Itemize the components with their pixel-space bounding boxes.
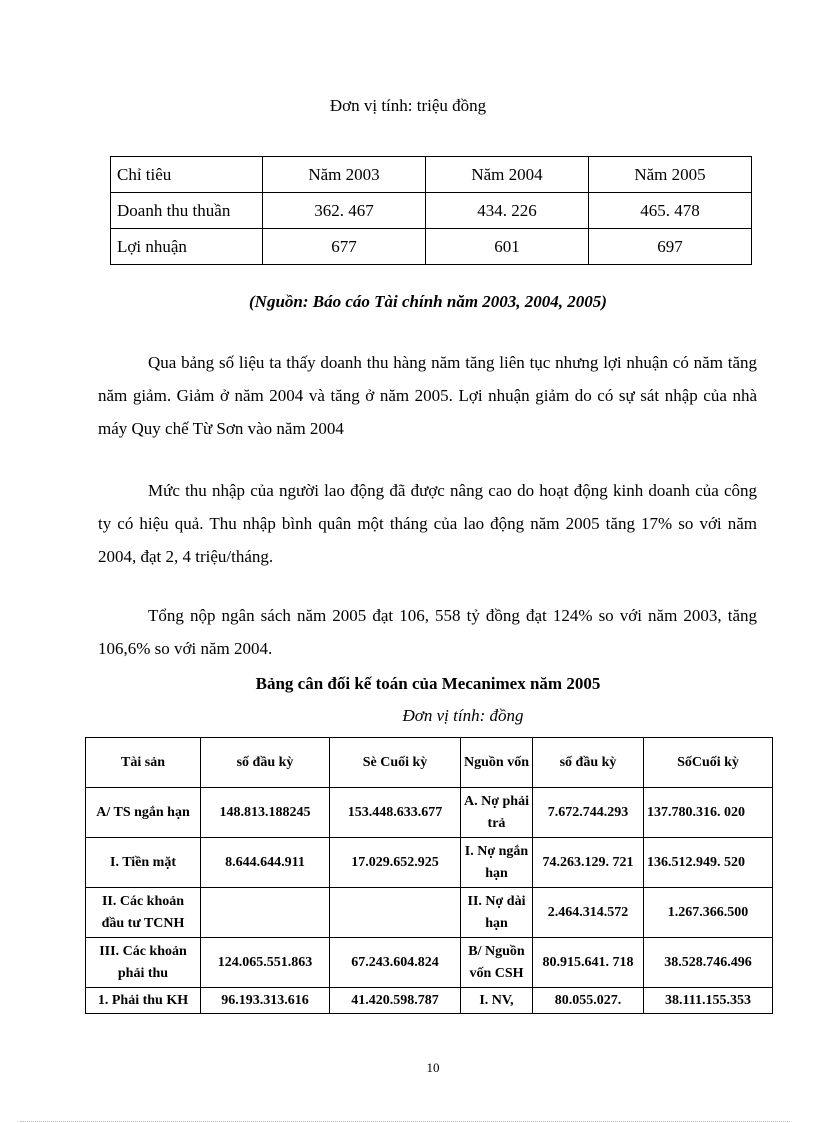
table-cell: A. Nợ phải trả xyxy=(461,788,533,838)
table-cell: 1. Phải thu KH xyxy=(86,988,201,1014)
table-cell: 17.029.652.925 xyxy=(330,838,461,888)
header-cell: Sè Cuối kỳ xyxy=(330,738,461,788)
table-cell xyxy=(201,888,330,938)
table-row xyxy=(86,988,773,1014)
header-cell: Năm 2004 xyxy=(426,157,589,193)
table-cell: 38.528.746.496 xyxy=(644,938,773,988)
table-cell xyxy=(330,888,461,938)
table-cell: 80.915.641. 718 xyxy=(533,938,644,988)
table-cell: 124.065.551.863 xyxy=(201,938,330,988)
table-row xyxy=(86,938,773,988)
header-cell: Năm 2005 xyxy=(589,157,752,193)
revenue-profit-table xyxy=(110,156,752,265)
table-row xyxy=(86,838,773,888)
source-note: (Nguồn: Báo cáo Tài chính năm 2003, 2004, 2005) xyxy=(249,292,607,311)
table-cell: B/ Nguồn vốn CSH xyxy=(461,938,533,988)
header-cell: Tài sản xyxy=(86,738,201,788)
table-cell: 697 xyxy=(589,229,752,265)
table-cell: 80.055.027. xyxy=(533,988,644,1014)
table-cell: 96.193.313.616 xyxy=(201,988,330,1014)
table-cell: A/ TS ngắn hạn xyxy=(86,788,201,838)
paragraph: Tổng nộp ngân sách năm 2005 đạt 106, 558 tỷ đồng đạt 124% so với năm 2003, tăng 106,6% so với năm 2004. xyxy=(98,606,757,658)
header-cell: số đầu kỳ xyxy=(533,738,644,788)
table-cell: 601 xyxy=(426,229,589,265)
table-cell: 136.512.949. 520 xyxy=(644,838,773,888)
table-cell: II. Các khoản đầu tư TCNH xyxy=(86,888,201,938)
table-cell: 1.267.366.500 xyxy=(644,888,773,938)
table-cell: 148.813.188245 xyxy=(201,788,330,838)
page-number: 10 xyxy=(426,1060,440,1075)
header-cell: số đầu kỳ xyxy=(201,738,330,788)
table-cell: 41.420.598.787 xyxy=(330,988,461,1014)
header-cell: Chỉ tiêu xyxy=(111,157,263,193)
table-cell: 677 xyxy=(263,229,426,265)
table-row xyxy=(86,788,773,838)
table-cell: 74.263.129. 721 xyxy=(533,838,644,888)
balance-sheet-table xyxy=(85,737,773,1014)
table-cell: 465. 478 xyxy=(589,193,752,229)
paragraph: Qua bảng số liệu ta thấy doanh thu hàng năm tăng liên tục nhưng lợi nhuận có năm tăng năm giảm. Giảm ở năm 2004 và tăng ở năm 2005. Lợi nhuận giảm do có sự sát nhập của nhà máy Quy chế Từ Sơn vào năm 2004 xyxy=(98,353,757,438)
table-cell: I. Nợ ngắn hạn xyxy=(461,838,533,888)
unit-label-dong: Đơn vị tính: đồng xyxy=(402,706,524,725)
balance-sheet-title: Bảng cân đối kế toán của Mecanimex năm 2005 xyxy=(255,674,601,693)
table-cell: 7.672.744.293 xyxy=(533,788,644,838)
table-header-row xyxy=(86,738,773,788)
table-cell: Doanh thu thuần xyxy=(111,193,263,229)
table-cell: 153.448.633.677 xyxy=(330,788,461,838)
table-cell: 38.111.155.353 xyxy=(644,988,773,1014)
table-cell: 67.243.604.824 xyxy=(330,938,461,988)
table-cell: 434. 226 xyxy=(426,193,589,229)
header-cell: Nguồn vốn xyxy=(461,738,533,788)
table-row xyxy=(111,193,752,229)
header-cell: Năm 2003 xyxy=(263,157,426,193)
page-bottom-divider xyxy=(20,1121,790,1122)
table-row xyxy=(86,888,773,938)
table-cell: I. NV, xyxy=(461,988,533,1014)
table-cell: 137.780.316. 020 xyxy=(644,788,773,838)
paragraph: Mức thu nhập của người lao động đã được nâng cao do hoạt động kinh doanh của công ty có hiệu quả. Thu nhập bình quân một tháng của lao động năm 2005 tăng 17% so với năm 2004, đạt 2, 4 triệu/tháng. xyxy=(98,481,757,566)
table-cell: II. Nợ dài hạn xyxy=(461,888,533,938)
table-header-row xyxy=(111,157,752,193)
table-row xyxy=(111,229,752,265)
table-cell: Lợi nhuận xyxy=(111,229,263,265)
header-cell: SốCuối kỳ xyxy=(644,738,773,788)
table-cell: 8.644.644.911 xyxy=(201,838,330,888)
table-cell: III. Các khoản phải thu xyxy=(86,938,201,988)
table-cell: 2.464.314.572 xyxy=(533,888,644,938)
table-cell: I. Tiền mặt xyxy=(86,838,201,888)
table-cell: 362. 467 xyxy=(263,193,426,229)
unit-label-million: Đơn vị tính: triệu đồng xyxy=(329,96,487,115)
